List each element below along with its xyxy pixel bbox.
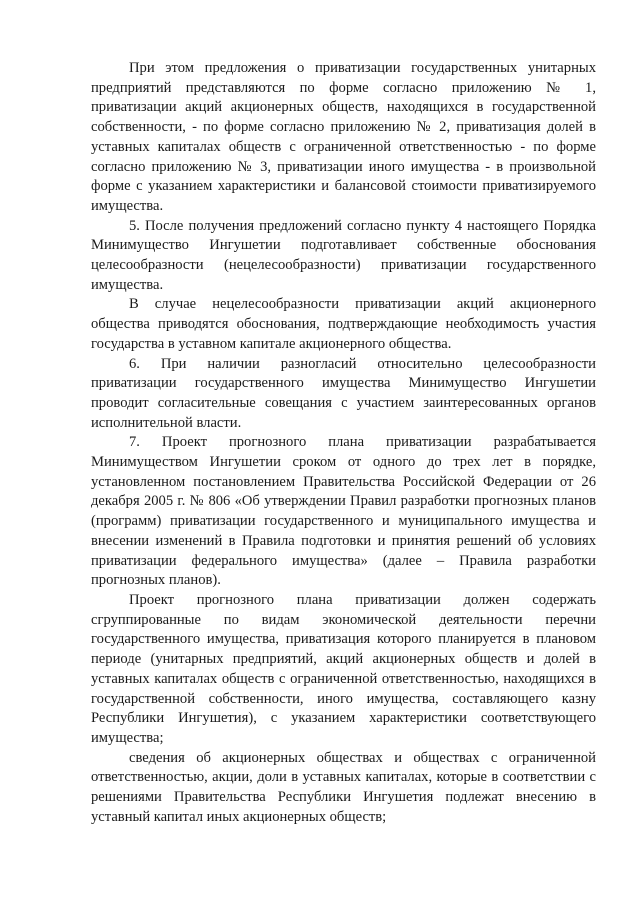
paragraph-inexpediency-case: В случае нецелесообразности приватизации акций акционерного общества приводятся обоснования, подтверждающие необходимость участия государства в уставном капитале акционерного общества. xyxy=(91,296,596,352)
paragraph-item-7: 7. Проект прогнозного плана приватизации разрабатывается Минимуществом Ингушетии сроком от одного до трех лет в порядке, установленном постановлением Правительства Российской Федерации от 26 декабря 2005 г. № 806 «Об утверждении Правил разработки прогнозных планов (программ) приватизации государственного и муниципального имущества и внесении изменений в Правила подготовки и принятия решений об условиях приватизации федерального имущества» (далее – Правила разработки прогнозных планов). xyxy=(91,434,596,589)
paragraph-item-5: 5. После получения предложений согласно пункту 4 настоящего Порядка Минимущество Ингушетии подготавливает собственные обоснования целесообразности (нецелесообразности) приватизации государственного имущества. xyxy=(91,217,596,293)
paragraph-company-info: сведения об акционерных обществах и обществах с ограниченной ответственностью, акции, доли в уставных капиталах, которые в соответствии с решениями Правительства Республики Ингушетия подлежат внесению в уставный капитал иных акционерных обществ; xyxy=(91,749,596,825)
paragraph-privatization-proposals: При этом предложения о приватизации государственных унитарных предприятий представляются по форме согласно приложению № 1, приватизации акций акционерных обществ, находящихся в государственной собственности, - по форме согласно приложению № 2, приватизация долей в уставных капиталах обществ с ограниченной ответственностью - по форме согласно приложению № 3, приватизации иного имущества - в произвольной форме с указанием характеристики и балансовой стоимости приватизируемого имущества. xyxy=(91,60,596,214)
paragraph-plan-contents: Проект прогнозного плана приватизации должен содержать сгруппированные по видам экономической деятельности перечни государственного имущества, приватизация которого планируется в плановом периоде (унитарных предприятий, акций акционерных обществ и долей в уставных капиталах обществ с ограниченной ответственностью, находящихся в государственной собственности, иного имущества, составляющего казну Республики Ингушетия), с указанием характеристики соответствующего имущества; xyxy=(91,591,596,746)
document-body xyxy=(91,59,596,827)
paragraph-item-6: 6. При наличии разногласий относительно целесообразности приватизации государственного имущества Минимущество Ингушетии проводит согласительные совещания с участием заинтересованных органов исполнительной власти. xyxy=(91,355,596,431)
